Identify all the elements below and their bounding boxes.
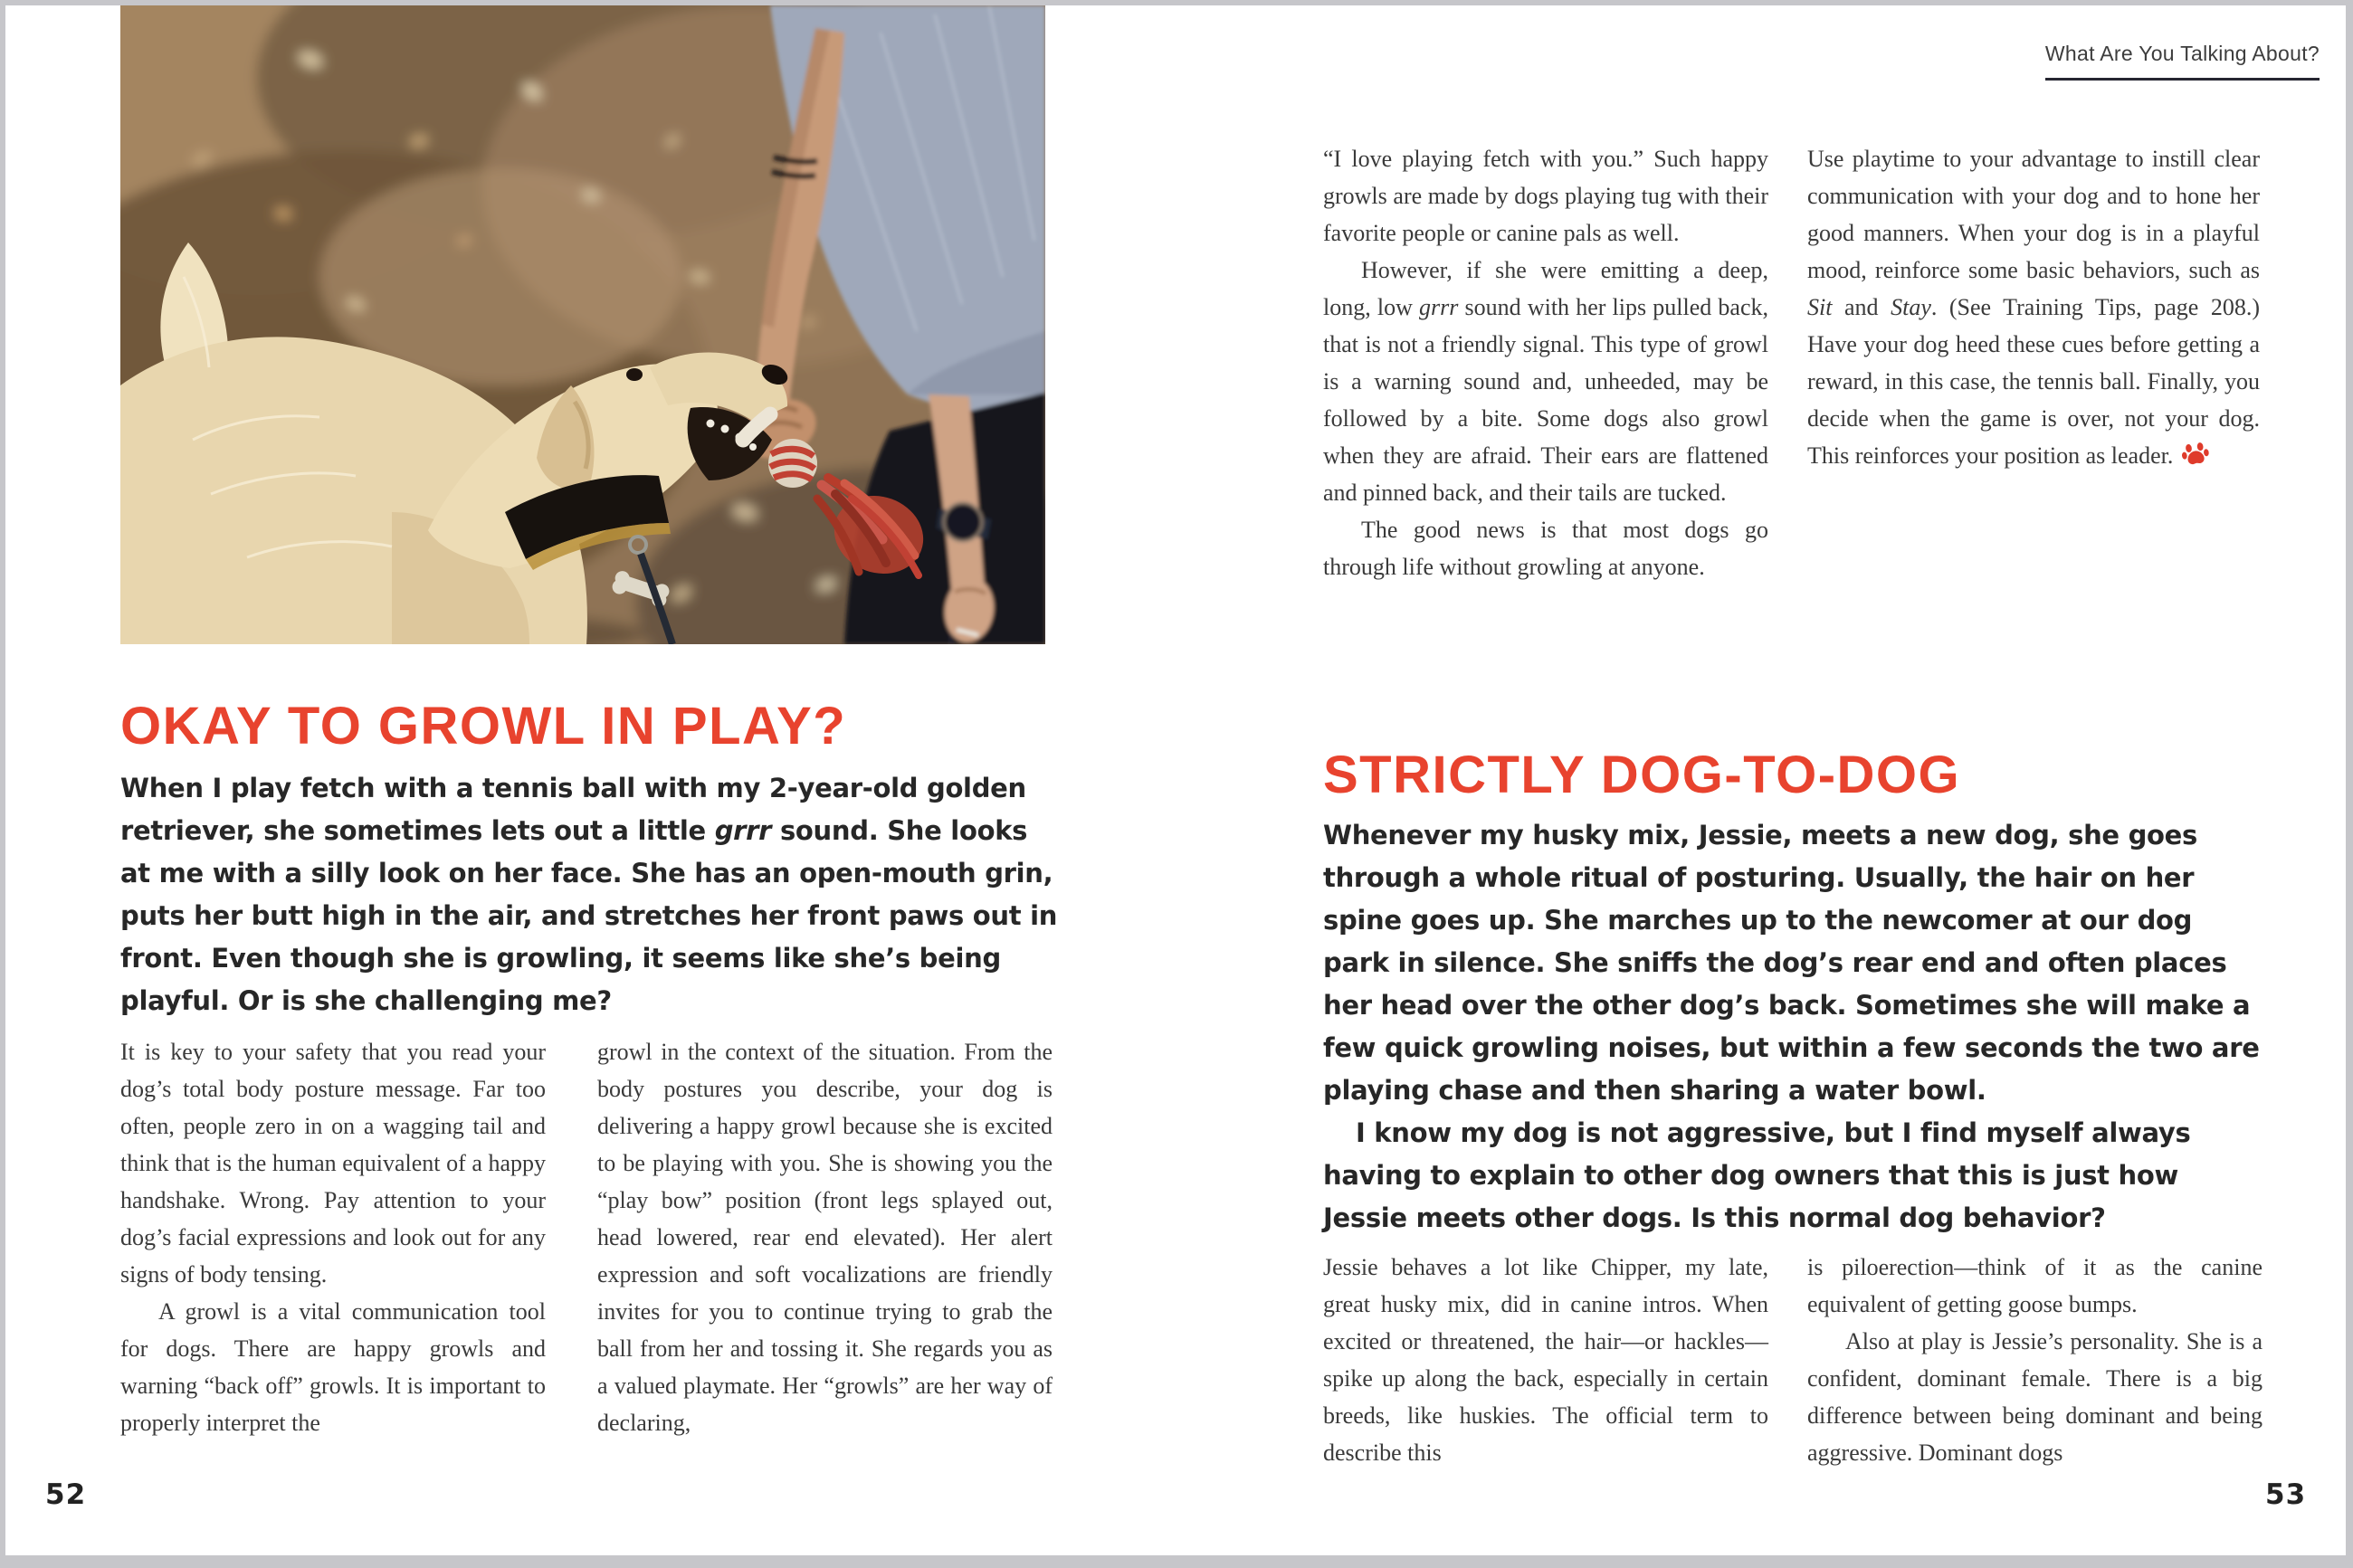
running-head-wrap	[2045, 42, 2320, 81]
running-head: What Are You Talking About?	[2045, 42, 2320, 81]
body-column-right-top-1	[1323, 140, 1768, 585]
paragraph: A growl is a vital communication tool for dogs. There are happy growls and warning “back off” growls. It is important to properly interpret the	[120, 1298, 546, 1436]
question-right	[1323, 814, 2262, 1240]
paragraph: is piloerection—think of it as the canine equivalent of getting goose bumps.	[1807, 1254, 2262, 1317]
paragraph: Whenever my husky mix, Jessie, meets a new dog, she goes through a whole ritual of posturing. Usually, the hair on her spine goes up. She marches up to the newcomer at our dog park in silence. She sniffs the dog’s rear end and often places her head over the other dog’s back. Sometimes she will make a few quick growling noises, but within a few seconds the two are playing chase and then sharing a water bowl.	[1323, 820, 2260, 1106]
paragraph: Jessie behaves a lot like Chipper, my late, great husky mix, did in canine intros. When excited or threatened, the hair—or hackles—spike up along the back, especially in certain breeds, like huskies. The official term to describe this	[1323, 1254, 1768, 1466]
body-column-right-bot-1	[1323, 1249, 1768, 1471]
question-left	[120, 767, 1060, 1022]
paragraph: Use playtime to your advantage to instill clear communication with your dog and to hone her good manners. When your dog is in a playful mood, reinforce some basic behaviors, such as Sit and Stay. (See Training Tips, page 208.) Have your dog heed these cues before getting a reward, in this case, the tennis ball. Finally, you decide when the game is over, not your dog. This reinforces your position as leader.	[1807, 140, 2260, 474]
paragraph: growl in the context of the situation. From the body postures you describe, your dog is delivering a happy growl because she is excited to be playing with you. She is showing you the “play bow” position (front legs splayed out, head lowered, rear end elevated). Her alert expression and soft vocalizations are friendly invites for you to continue trying to grab the ball from her and tossing it. She regards you as a valued playmate. Her “growls” are her way of declaring,	[597, 1039, 1053, 1436]
dog-tug-photo	[120, 5, 1045, 644]
paw-print-icon	[2178, 439, 2213, 471]
paragraph: It is key to your safety that you read your dog’s total body posture message. Far too often, people zero in on a wagging tail and think that is the human equivalent of a happy handshake. Wrong. Pay attention to your dog’s facial expressions and look out for any signs of body tensing.	[120, 1039, 546, 1288]
body-column-right-top-2	[1807, 140, 2260, 474]
paragraph: However, if she were emitting a deep, long, low grrr sound with her lips pulled back, that is not a friendly signal. This type of growl is a warning sound and, unheeded, may be followed by a bite. Some dogs also growl when they are afraid. Their ears are flattened and pinned back, and their tails are tucked.	[1323, 257, 1768, 506]
body-column-right-bot-2	[1807, 1249, 2262, 1471]
paragraph: When I play fetch with a tennis ball with my 2-year-old golden retriever, she sometimes lets out a little grrr sound. She looks at me with a silly look on her face. She has an open-mouth grin, puts her butt high in the air, and stretches her front paws out in front. Even though she is growling, it seems like she’s being playful. Or is she challenging me?	[120, 773, 1058, 1016]
paragraph: I know my dog is not aggressive, but I find myself always having to explain to other dog owners that this is just how Jessie meets other dogs. Is this normal dog behavior?	[1323, 1117, 2191, 1233]
paragraph: Also at play is Jessie’s personality. She is a confident, dominant female. There is a big difference between being dominant and being aggressive. Dominant dogs	[1807, 1328, 2262, 1466]
page-number-left: 52	[45, 1478, 87, 1511]
section-heading-right: STRICTLY DOG-TO-DOG	[1323, 746, 1961, 804]
paragraph: “I love playing fetch with you.” Such happy growls are made by dogs playing tug with their favorite people or canine pals as well.	[1323, 146, 1768, 246]
body-column-left-2	[597, 1033, 1053, 1441]
paragraph: The good news is that most dogs go through life without growling at anyone.	[1323, 517, 1768, 580]
page-number-right: 53	[2265, 1478, 2307, 1511]
dog-tug-photo-illustration	[120, 5, 1045, 644]
body-column-left-1	[120, 1033, 546, 1441]
section-heading-left: OKAY TO GROWL IN PLAY?	[120, 697, 847, 755]
